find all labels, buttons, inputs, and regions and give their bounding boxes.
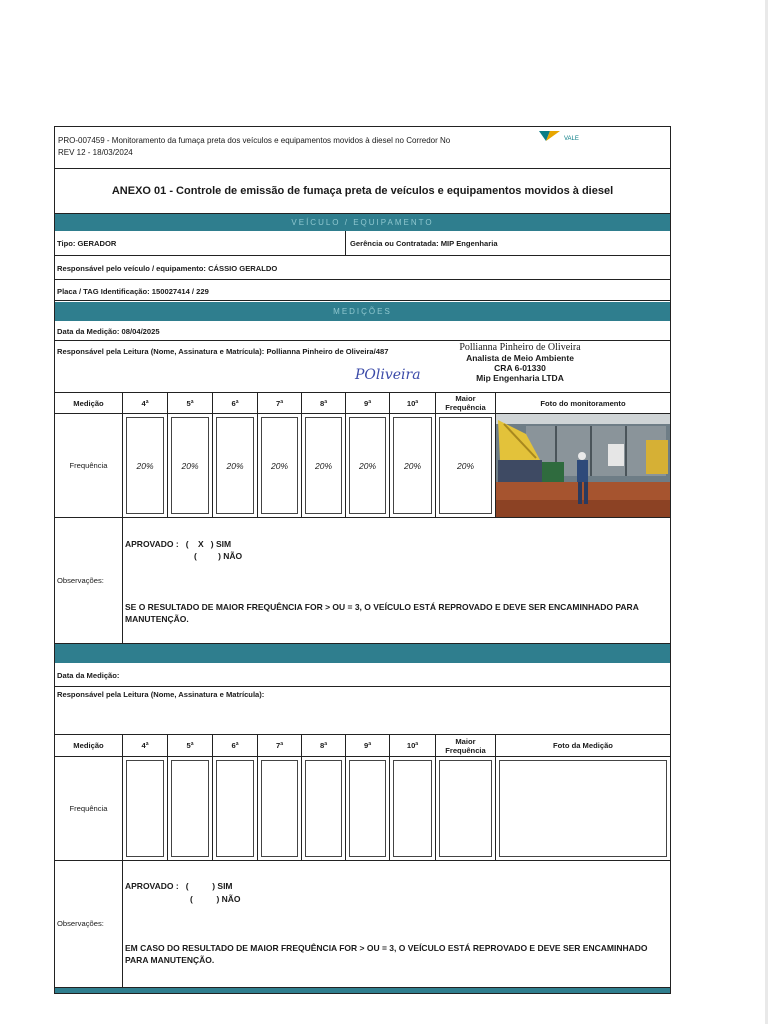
m2-col-8: 8ª — [302, 735, 346, 756]
m2-photo-placeholder — [499, 760, 667, 857]
m2-reader: Responsável pela Leitura (Nome, Assinatura e Matrícula): — [57, 690, 265, 699]
m2-col-5: 5ª — [168, 735, 213, 756]
m1-date: Data da Medição: 08/04/2025 — [57, 327, 160, 336]
m1-value-6: 20% — [216, 417, 254, 514]
vehicle-type: Tipo: GERADOR — [57, 239, 117, 248]
m1-col-10: 10ª — [390, 393, 436, 413]
m1-col-photo: Foto do monitoramento — [540, 398, 626, 408]
m2-observations-row — [55, 861, 670, 988]
vale-logo-text: VALE — [564, 136, 579, 142]
m1-not-approved-line: ( ) NÃO — [194, 551, 243, 561]
m2-date-row — [55, 663, 670, 687]
stamp-role: Analista de Meio Ambiente — [466, 353, 574, 363]
m2-value-4 — [123, 757, 168, 860]
m1-col-5: 5ª — [168, 393, 213, 413]
m2-col-7: 7ª — [258, 735, 302, 756]
m1-approved-line: APROVADO : ( X ) SIM — [125, 539, 232, 549]
stamp-name: Pollianna Pinheiro de Oliveira — [459, 342, 581, 353]
stamp-crea: CRA 6-01330 — [494, 363, 546, 373]
m2-approved-line: APROVADO : ( ) SIM — [125, 881, 233, 891]
m2-obs-label: Observações: — [57, 919, 104, 928]
plate-tag: Placa / TAG Identificação: 150027414 / 229 — [57, 287, 209, 296]
m1-col-7: 7ª — [258, 393, 302, 413]
contractor: Gerência ou Contratada: MIP Engenharia — [350, 239, 498, 248]
m1-col-8: 8ª — [302, 393, 346, 413]
emission-control-form — [54, 126, 671, 994]
m1-col-medicao: Medição — [55, 393, 123, 413]
m1-col-maior: Maior Frequência — [436, 393, 496, 413]
m2-not-approved-line: ( ) NÃO — [190, 894, 241, 904]
m1-observations-row — [55, 518, 670, 644]
m1-value-5: 20% — [171, 417, 209, 514]
m2-value-7 — [258, 757, 302, 860]
form-title: ANEXO 01 - Controle de emissão de fumaça preta de veículos e equipamentos movidos à diesel — [55, 169, 670, 214]
m1-row-label: Frequência — [55, 414, 123, 517]
row-placa — [55, 280, 670, 301]
vale-logo-icon — [538, 129, 588, 149]
m1-header-row — [55, 393, 670, 414]
row-tipo-gerencia — [55, 231, 670, 256]
section-bar-vehicle: VEÍCULO / EQUIPAMENTO — [55, 214, 670, 231]
m2-reader-row — [55, 687, 670, 735]
m2-col-10: 10ª — [390, 735, 436, 756]
m1-value-7: 20% — [261, 417, 298, 514]
m1-col-9: 9ª — [346, 393, 390, 413]
m2-value-10 — [390, 757, 436, 860]
doc-code: PRO-007459 - Monitoramento da fumaça preta dos veículos e equipamentos movidos à diesel no Corredor No — [58, 136, 451, 145]
m2-date: Data da Medição: — [57, 671, 120, 680]
m2-row-label: Frequência — [55, 757, 123, 860]
m1-frequency-row — [55, 414, 670, 518]
vehicle-responsible: Responsável pelo veículo / equipamento: CÁSSIO GERALDO — [57, 264, 278, 273]
m2-col-4: 4ª — [123, 735, 168, 756]
m1-value-4: 20% — [126, 417, 164, 514]
monitoring-photo — [496, 414, 670, 517]
stamp-company: Mip Engenharia LTDA — [476, 373, 564, 383]
m2-frequency-row — [55, 757, 670, 861]
m1-value-maior: 20% — [439, 417, 492, 514]
doc-revision: REV 12 - 18/03/2024 — [58, 148, 133, 157]
monitoring-photo-image — [496, 414, 670, 517]
m2-col-6: 6ª — [213, 735, 258, 756]
m1-date-row — [55, 321, 670, 341]
m2-header-row — [55, 735, 670, 757]
section-bar-second — [55, 644, 670, 663]
m2-value-6 — [213, 757, 258, 860]
m2-col-medicao: Medição — [55, 735, 123, 756]
m1-note: SE O RESULTADO DE MAIOR FREQUÊNCIA FOR > OU = 3, O VEÍCULO ESTÁ REPROVADO E DEVE SER ENCAMINHADO PARA MANUTENÇÃO. — [125, 602, 639, 624]
m1-value-10: 20% — [393, 417, 432, 514]
m2-value-5 — [168, 757, 213, 860]
vale-logo — [538, 129, 588, 149]
m2-col-maior: Maior Frequência — [436, 735, 496, 756]
m1-value-9: 20% — [349, 417, 386, 514]
row-responsavel — [55, 256, 670, 280]
m1-col-4: 4ª — [123, 393, 168, 413]
m1-signature: POliveira — [355, 367, 421, 383]
m2-value-9 — [346, 757, 390, 860]
m1-col-6: 6ª — [213, 393, 258, 413]
m2-value-maior — [436, 757, 496, 860]
m2-value-8 — [302, 757, 346, 860]
section-bar-measurements: MEDIÇÕES — [55, 302, 670, 321]
m1-obs-label: Observações: — [57, 576, 104, 585]
m2-col-photo: Foto da Medição — [553, 741, 613, 750]
professional-stamp — [457, 343, 583, 383]
m2-col-9: 9ª — [346, 735, 390, 756]
m2-note: EM CASO DO RESULTADO DE MAIOR FREQUÊNCIA FOR > OU = 3, O VEÍCULO ESTÁ REPROVADO E DEVE SER ENCAMINHADO PARA MANUTENÇÃO. — [125, 943, 648, 965]
m1-reader-row — [55, 341, 670, 393]
m1-value-8: 20% — [305, 417, 342, 514]
m1-reader: Responsável pela Leitura (Nome, Assinatura e Matrícula): Pollianna Pinheiro de Oliveira/487 — [57, 347, 389, 356]
document-header — [55, 127, 670, 169]
bottom-bar — [55, 988, 670, 993]
